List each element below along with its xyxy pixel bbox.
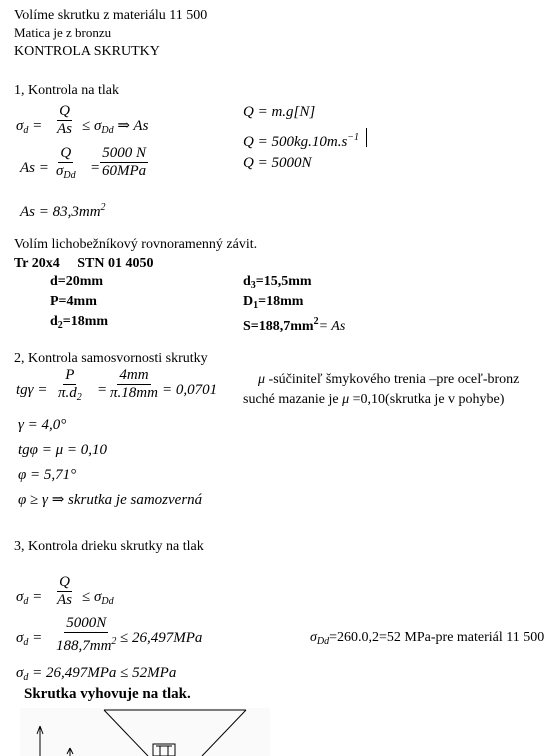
sec1-formula1-lhs: $\sigma_d$ = <box>16 118 43 136</box>
sec2-tg-gamma-lhs: tgγ = <box>16 382 48 398</box>
text-cursor <box>366 128 367 147</box>
sec2-tg-gamma-result: = 0,0701 <box>162 382 218 398</box>
section1-heading: 1, Kontrola na tlak <box>14 83 119 98</box>
sec2-fraction2: $\frac{4mm}{\pi.18mm}$ <box>110 367 158 401</box>
sec2-phi-value: φ = 5,71° <box>18 467 77 483</box>
sec1-q-substitution: $Q = 500kg.10m.s^{-1}$ <box>243 132 360 150</box>
sec1-q-definition: Q = m.g[N] <box>243 104 316 120</box>
sec1-formula2-fraction2: 5000 N 60MPa <box>102 145 147 179</box>
thread-p: P=4mm <box>50 294 97 309</box>
sec3-formula1-rel: ≤ $\sigma_{Dd}$ <box>82 589 114 607</box>
sec3-formula2-rel: ≤ 26,497MPa <box>120 630 203 646</box>
thread-d2: $d_2=18mm$ <box>50 314 109 331</box>
sec1-formula2-lhs: As = <box>20 160 49 176</box>
sec2-gamma-value: γ = 4,0° <box>18 417 67 433</box>
sec1-formula2-eq: = <box>90 160 101 176</box>
intro-line-heading: KONTROLA SKRUTKY <box>14 44 160 59</box>
thread-d3: $d_3=15,5mm$ <box>243 274 312 291</box>
sec3-allowable-stress-note: $\sigma_{Dd}=260.0,2=52$ MPa-pre materiál 11 500 <box>310 630 545 647</box>
sec2-note-friction: μ -súčiniteľ šmykového trenia –pre oceľ-bronz <box>258 372 520 387</box>
thread-intro: Volím lichobežníkový rovnoramenný závit. <box>14 237 258 252</box>
intro-line-material: Volíme skrutku z materiálu 11 500 <box>14 8 208 23</box>
sec2-fraction1: $\frac{P}{\pi.d_2}$ <box>58 367 82 403</box>
sec3-formula2-fraction: $\frac{5000N}{188,7mm^2}$ <box>56 615 117 654</box>
sec2-self-locking: φ ≥ γ ⇒ skrutka je samozverná <box>18 492 203 508</box>
section3-heading: 3, Kontrola drieku skrutky na tlak <box>14 539 204 554</box>
intro-line-nut: Matica je z bronzu <box>14 25 112 40</box>
sec1-area-result: $As = 83,3mm^2$ <box>20 202 106 220</box>
thread-designation: Tr 20x4 STN 01 4050 <box>14 256 154 271</box>
section2-heading: 2, Kontrola samosvornosti skrutky <box>14 351 208 366</box>
sec2-tg-phi: tgφ = μ = 0,10 <box>18 442 107 458</box>
sec1-formula1-rel: ≤ $\sigma_{Dd}$ ⇒ As <box>82 118 149 136</box>
sec1-formula2-fraction1: Q $\sigma_{Dd}$ <box>56 145 76 181</box>
sec1-q-result: Q = 5000N <box>243 155 312 171</box>
thread-area: $S=188,7mm^2= As$ <box>243 316 346 334</box>
sec3-formula2-lhs: $\sigma_d$ = <box>16 630 43 648</box>
thread-d: d=20mm <box>50 274 104 289</box>
sec3-formula3: $\sigma_d = 26,497MPa \le 52MPa$ <box>16 665 177 683</box>
sec2-note-lubrication: suché mazanie je μ =0,10(skrutka je v pohybe) <box>243 392 505 407</box>
sec3-conclusion: Skrutka vyhovuje na tlak. <box>24 686 191 702</box>
sec1-formula1-fraction: $\frac{Q}{As}$ <box>57 103 72 137</box>
thread-D1: $D_1=18mm$ <box>243 294 304 311</box>
screw-sketch <box>20 708 280 756</box>
sec3-formula1-lhs: $\sigma_d$ = <box>16 589 43 607</box>
sec3-formula1-fraction: $\frac{Q}{As}$ <box>57 574 72 608</box>
sec2-eq: = <box>97 382 108 398</box>
